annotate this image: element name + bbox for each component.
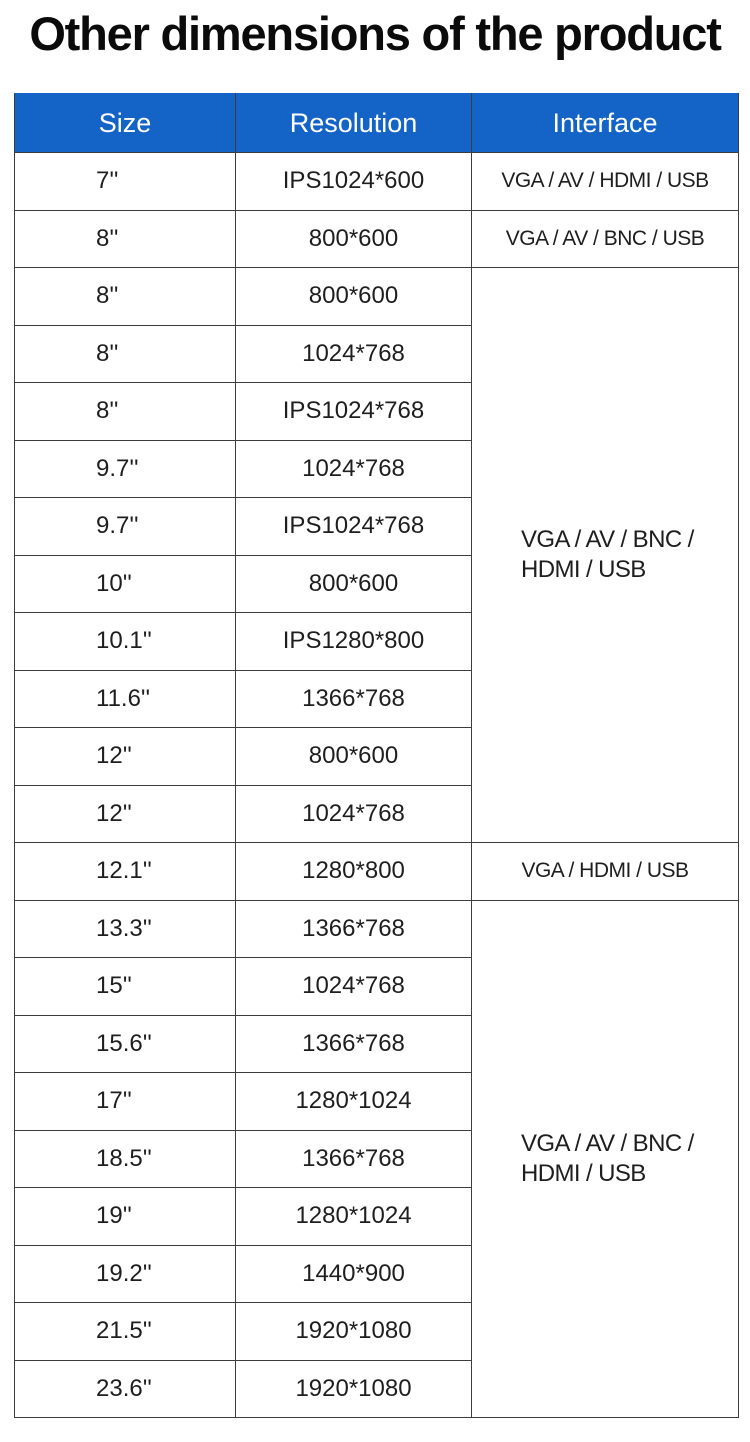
resolution-cell: IPS1024*600 bbox=[236, 153, 472, 211]
interface-group-cell bbox=[472, 268, 739, 843]
size-cell: 23.6'' bbox=[15, 1360, 236, 1418]
column-header-resolution: Resolution bbox=[236, 94, 472, 153]
size-cell: 9.7'' bbox=[15, 498, 236, 556]
column-header-size: Size bbox=[15, 94, 236, 153]
size-cell: 12'' bbox=[15, 728, 236, 786]
resolution-cell: 800*600 bbox=[236, 210, 472, 268]
table-row bbox=[15, 153, 739, 211]
resolution-cell: IPS1280*800 bbox=[236, 613, 472, 671]
resolution-cell: 800*600 bbox=[236, 268, 472, 326]
resolution-cell: 1366*768 bbox=[236, 670, 472, 728]
size-cell: 8'' bbox=[15, 325, 236, 383]
resolution-cell: 1366*768 bbox=[236, 1130, 472, 1188]
column-header-interface: Interface bbox=[472, 94, 739, 153]
size-cell: 9.7'' bbox=[15, 440, 236, 498]
resolution-cell: 1280*1024 bbox=[236, 1073, 472, 1131]
specifications-table bbox=[14, 93, 739, 1418]
table-row bbox=[15, 843, 739, 901]
resolution-cell: 1366*768 bbox=[236, 900, 472, 958]
resolution-cell: 1280*800 bbox=[236, 843, 472, 901]
resolution-cell: 1920*1080 bbox=[236, 1360, 472, 1418]
interface-cell: VGA / AV / BNC / USB bbox=[472, 210, 739, 268]
size-cell: 12'' bbox=[15, 785, 236, 843]
page-title: Other dimensions of the product bbox=[29, 7, 721, 60]
resolution-cell: 1024*768 bbox=[236, 785, 472, 843]
interface-group-cell bbox=[472, 900, 739, 1418]
size-cell: 12.1'' bbox=[15, 843, 236, 901]
interface-group-line: HDMI / USB bbox=[521, 1159, 646, 1187]
resolution-cell: 1920*1080 bbox=[236, 1303, 472, 1361]
interface-cell: VGA / AV / HDMI / USB bbox=[472, 153, 739, 211]
resolution-cell: IPS1024*768 bbox=[236, 498, 472, 556]
size-cell: 8'' bbox=[15, 268, 236, 326]
interface-cell: VGA / HDMI / USB bbox=[472, 843, 739, 901]
size-cell: 10'' bbox=[15, 555, 236, 613]
resolution-cell: 1024*768 bbox=[236, 958, 472, 1016]
size-cell: 13.3'' bbox=[15, 900, 236, 958]
resolution-cell: 1440*900 bbox=[236, 1245, 472, 1303]
size-cell: 8'' bbox=[15, 210, 236, 268]
resolution-cell: 1280*1024 bbox=[236, 1188, 472, 1246]
table-row bbox=[15, 210, 739, 268]
size-cell: 17'' bbox=[15, 1073, 236, 1131]
size-cell: 19'' bbox=[15, 1188, 236, 1246]
resolution-cell: IPS1024*768 bbox=[236, 383, 472, 441]
resolution-cell: 800*600 bbox=[236, 555, 472, 613]
size-cell: 15'' bbox=[15, 958, 236, 1016]
size-cell: 10.1'' bbox=[15, 613, 236, 671]
size-cell: 15.6'' bbox=[15, 1015, 236, 1073]
table-row bbox=[15, 900, 739, 958]
size-cell: 18.5'' bbox=[15, 1130, 236, 1188]
resolution-cell: 1366*768 bbox=[236, 1015, 472, 1073]
size-cell: 21.5'' bbox=[15, 1303, 236, 1361]
table-row bbox=[15, 268, 739, 326]
size-cell: 8'' bbox=[15, 383, 236, 441]
size-cell: 11.6'' bbox=[15, 670, 236, 728]
size-cell: 19.2'' bbox=[15, 1245, 236, 1303]
interface-group-line: HDMI / USB bbox=[521, 556, 646, 583]
table-header-row bbox=[15, 94, 739, 153]
interface-group-line: VGA / AV / BNC / bbox=[521, 526, 694, 553]
size-cell: 7'' bbox=[15, 153, 236, 211]
resolution-cell: 1024*768 bbox=[236, 325, 472, 383]
interface-group-line: VGA / AV / BNC / bbox=[521, 1129, 694, 1157]
resolution-cell: 1024*768 bbox=[236, 440, 472, 498]
resolution-cell: 800*600 bbox=[236, 728, 472, 786]
